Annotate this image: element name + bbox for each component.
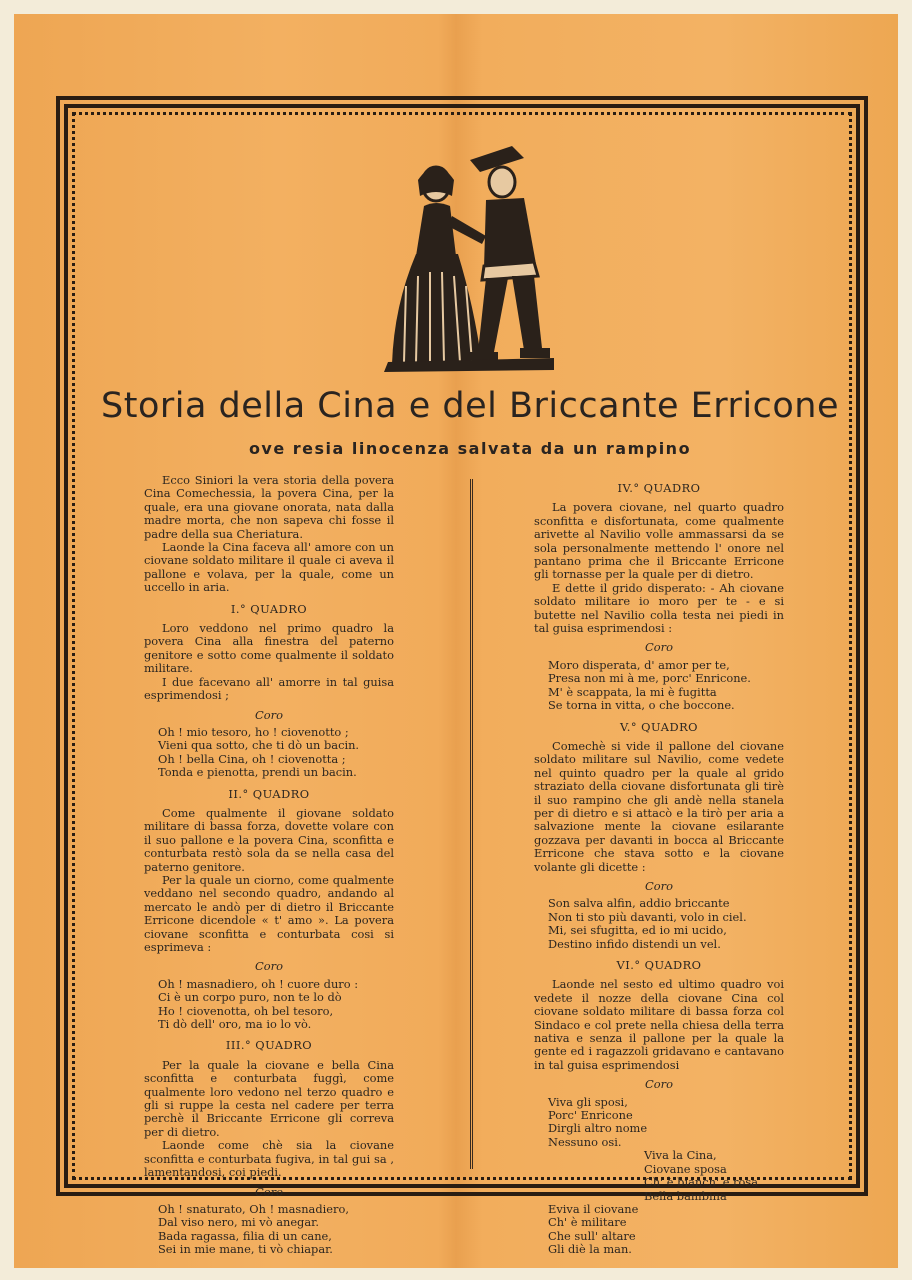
verse-block [534,1096,784,1150]
chorus-label: Coro [645,640,673,655]
verse-line: Oh ! masnadiero, oh ! cuore duro : [158,976,359,991]
section-heading: IV.° QUADRO [617,481,701,495]
chorus-label: Coro [255,707,283,722]
verse-line: Vieni qua sotto, che ti dò un bacin. [158,738,360,753]
paragraph: Comechè si vide il pallone del ciovane soldato militare sul Navilio, come vedete nel quinto quadro per la quale al grido straziato della ciovane disfortunata gli tirè il suo rampino che gli andè nella stanela per di dietro e si attacò e la tirò per aria a salvazione mente la ciovane esilarante gozzava per davanti in bocca al Briccante Erricone che stava sotto e la ciovane volante gli dicette : [534,738,784,874]
paragraph: Per la quale un ciorno, come qualmente veddano nel secondo quadro, andando al mercato le andò per di dietro il Briccante Erricone dicendole « t' amo ». La povera ciovane sconfitta e conturbata cosi si esprimeva : [144,872,394,954]
page-subtitle: ove resia linocenza salvata da un rampino [248,439,692,458]
paragraph: I due facevano all' amorre in tal guisa esprimendosi ; [144,674,394,703]
verse-line: Presa non mi à me, porc' Enricone. [548,671,751,686]
paragraph: Loro veddono nel primo quadro la povera Cina alla finestra del paterno genitore e sotto come qualmente il soldato militare. [144,621,394,676]
verse-line: Eviva il ciovane [548,1201,639,1216]
intro-paragraph: Laonde la Cina faceva all' amore con un ciovane soldato militare il quale ci aveva il pallone e volava, per la quale, come un uccello in aria. [144,540,394,595]
verse-line: Sei in mie mane, ti vò chiapar. [158,1242,333,1257]
page-title: Storia della Cina e del Briccante Erricone [101,386,839,426]
verse-block [534,1149,784,1203]
verse-line: Oh ! bella Cina, oh ! ciovenotta ; [158,751,346,766]
verse-line: Bella bambina [644,1188,727,1203]
right-column [534,474,784,1257]
verse-line: Bada ragassa, filia di un cane, [158,1228,332,1243]
verse-line: Gli diè la man. [548,1242,632,1257]
verse-line: Tonda e pienotta, prendi un bacin. [158,765,357,780]
verse-line: Porc' Enricone [548,1108,633,1123]
chorus-label: Coro [255,1184,283,1199]
verse-line: Se torna in vitta, o che boccone. [548,698,735,713]
paragraph: E dette il grido disperato: - Ah ciovane soldato militare io moro per te - e si butette nel Navilio colla testa nei piedi in tal guisa esprimendosi : [534,580,784,636]
section-heading: II.° QUADRO [228,786,310,801]
verse-block [534,1203,784,1257]
chorus-label: Coro [645,1077,673,1092]
verse-line: Dal viso nero, mi vò anegar. [158,1215,319,1230]
verse-line: Ch' è militare [548,1215,627,1230]
verse-line: Nessuno osi. [548,1134,622,1149]
left-column [144,474,394,1257]
verse-line: Che sull' altare [548,1228,636,1243]
paragraph: Come qualmente il giovane soldato militare di bassa forza, dovette volare con il suo pallone e la povera Cina, sconfitta e conturbata restò sola da se nella casa del paterno genitore. [144,805,394,874]
section-heading: III.° QUADRO [225,1038,313,1053]
verse-block [144,726,394,780]
section-heading: V.° QUADRO [619,719,699,734]
paragraph: La povera ciovane, nel quarto quadro sconfitta e disfortunata, come qualmente arivette al Navilio volle ammassarsi da se sola personalmente mettendo l' onore nel pantano prima che il Briccante Erricone gli tornasse per la quale per di dietro. [534,500,784,582]
verse-line: Moro disperata, d' amor per te, [548,657,730,672]
verse-line: Ch' è bianch' e rosa [644,1175,758,1190]
verse-line: Mi, sei sfugitta, ed io mi ucido, [548,923,727,938]
paragraph: Laonde nel sesto ed ultimo quadro voi vedete il nozze della ciovane Cina col ciovane soldato militare di bassa forza col Sindaco e col prete nella chiesa della terra nativa e senza il pallone per la quale la gente ed i ragazzoli gridavano e cantavano in tal guisa esprimendosi [534,977,784,1072]
verse-line: Oh ! mio tesoro, ho ! ciovenotto ; [158,724,349,739]
chorus-label: Coro [645,878,673,893]
verse-line: Dirgli altro nome [548,1121,648,1136]
verse-line: Ciovane sposa [644,1161,727,1176]
verse-block [534,897,784,951]
column-divider [470,479,473,1169]
poster-sheet [14,14,898,1268]
verse-block [144,978,394,1032]
verse-line: M' è scappata, la mi è fugitta [548,684,717,699]
verse-line: Viva gli sposi, [548,1094,628,1109]
section-heading: VI.° QUADRO [616,958,702,972]
couple-woodcut-illustration [374,136,564,376]
verse-line: Ci è un corpo puro, non te lo dò [158,990,342,1005]
section-heading: I.° QUADRO [230,601,308,616]
verse-line: Destino infido distendi un vel. [548,936,721,951]
verse-line: Son salva alfin, addio briccante [548,896,730,911]
paragraph: Per la quale la ciovane e bella Cina sconfitta e conturbata fuggì, come qualmente loro vedono nel terzo quadro e gli si ruppe la cesta nel cadere per terra perchè il Briccante Erricone gli correva per di dietro. [144,1057,394,1139]
verse-line: Oh ! snaturato, Oh ! masnadiero, [158,1201,349,1216]
chorus-label: Coro [255,959,283,974]
verse-line: Ti dò dell' oro, ma io lo vò. [158,1017,312,1032]
verse-block [144,1203,394,1257]
verse-line: Non ti sto più davanti, volo in ciel. [548,909,747,924]
intro-paragraph: Ecco Siniori la vera storia della povera Cina Comechessia, la povera Cina, per la quale, era una giovane onorata, nata dalla madre morta, che non sapeva chi fosse il padre della sua Cheriatura. [144,473,394,541]
verse-line: Viva la Cina, [644,1148,717,1163]
verse-block [534,659,784,713]
paragraph: Laonde come chè sia la ciovane sconfitta e conturbata fugiva, in tal gui sa , lamentandosi, coi piedi. [144,1138,394,1180]
verse-line: Ho ! ciovenotta, oh bel tesoro, [158,1003,334,1018]
